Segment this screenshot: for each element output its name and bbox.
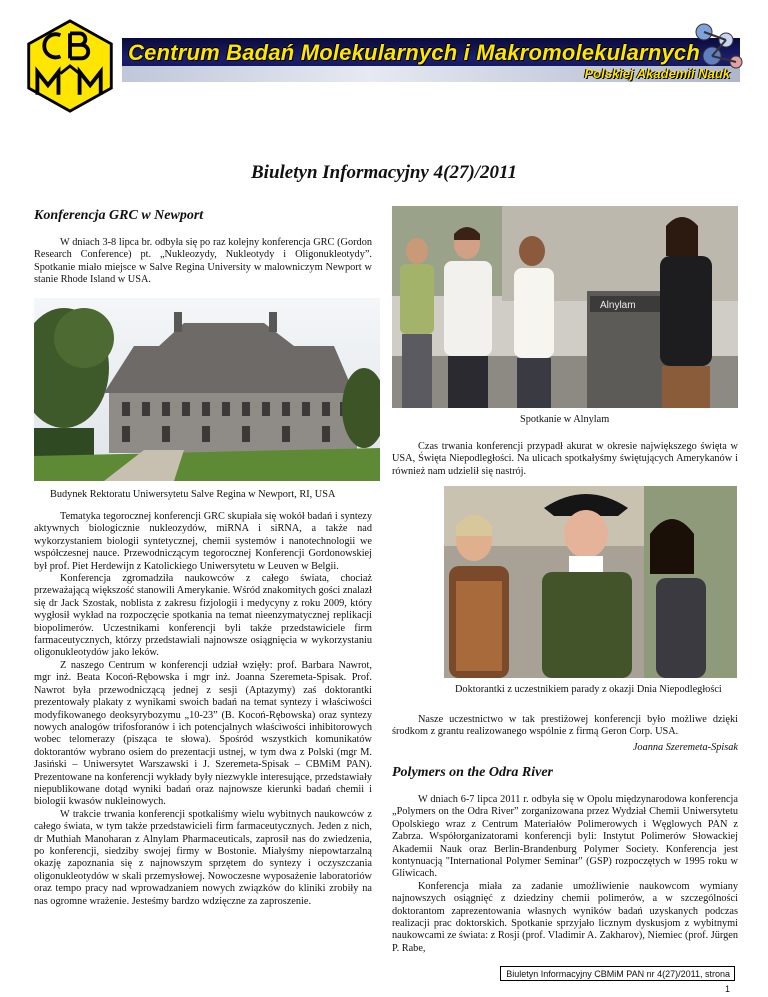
header-title: Centrum Badań Molekularnych i Makromolekularnych: [128, 40, 700, 65]
grc-paragraph: Tematyka tegorocznej konferencji GRC skupiała się wokół badań i syntezy aktywnych biologicznie nukleozydów, miRNA i siRNA, a także nad wykorzystaniem biologii syntetycznej, chemii systemów i nanotechnologii we współczesnej nauce. Przewodniczącym tegorocznej Konferencji Gordonowskiej był prof. Piet Herdewijn z Katolickiego Uniwersytetu w Leuven w Belgii.: [34, 511, 372, 572]
independence-parade-photo: [444, 486, 737, 678]
polymers-body-text: [392, 794, 738, 955]
cbmm-logo: [22, 18, 118, 114]
alnylam-meeting-photo: [392, 206, 738, 408]
grc-paragraph: Konferencja zgromadziła naukowców z całego świata, chociaż przeważającą większość stanowili Amerykanie. Wśród znakomitych gości znalazł się dr Jack Szostak, noblista z zakresu fizjologii i medycyny z roku 2009, który wygłosił wykład na rozpoczęcie spotkania na temat nieenzymatycznej replikacji biopolimerów. Uczestnikami konferencji byli także przedstawiciele firm farmaceutycznych, którzy przedstawiali najnowsze osiągnięcia w wykorzystaniu oligonukleotydów jako leków.: [34, 573, 372, 659]
parade-caption: Doktorantki z uczestnikiem parady z okazji Dnia Niepodległości: [455, 684, 722, 695]
holiday-paragraph: Czas trwania konferencji przypadł akurat w okresie największego święta w USA, Święta Niepodległości. Na ulicach spotkałyśmy świętujących Amerykanów i również nam udzielił się nastrój.: [392, 441, 738, 477]
grc-body-text: [34, 511, 372, 908]
page-footer: Biuletyn Informacyjny CBMiM PAN nr 4(27)/2011, strona 1: [500, 966, 735, 981]
funding-paragraph: Nasze uczestnictwo w tak prestiżowej konferencji było możliwe dzięki środkom z grantu realizowanego wspólnie z firmą Geron Corp. USA.: [392, 714, 738, 738]
section-heading-grc: Konferencja GRC w Newport: [34, 208, 204, 223]
grc-paragraph: Z naszego Centrum w konferencji udział wzięły: prof. Barbara Nawrot, mgr inż. Beata Kocoń-Rębowska i mgr inż. Joanna Szeremeta-Spisak. Prof. Nawrot była przewodniczącą jednej z sesji (Aptazymy) zaś doktorantki prezentowały plakaty z wynikami swoich badań na temat syntezy i właściwości modyfikowanego deoksyrybozymu „10-23” (B. Kocoń-Rębowska) oraz syntezy nowych analogów trifosforanów i ich potencjalnych właściwości inhibitorowych wobec telomerazy (pisząca te słowa). Spośród wszystkich komunikatów doktorantów wybrano osiem do prezentacji ustnej, w tym dwa z Polski (mgr M. Jasiński – Uniwersytet Warszawski i J. Szeremeta-Spisak – CBMiM PAN). Prezentowane na konferencji wykłady były niezwykle interesujące, przedstawiały niepublikowane dotąd wyniki badań oraz najnowsze kierunki badań chemii i biologii kwasów nukleinowych.: [34, 659, 372, 808]
molecule-graphic: [690, 20, 748, 80]
grc-paragraph: W trakcie trwania konferencji spotkaliśmy wielu wybitnych naukowców z całego świata, w tym także przedstawicieli firm farmaceutycznych. Jeden z nich, dr Muthiah Manoharan z Alnylam Pharmaceuticals, zaprosił nas do zwiedzenia, po konferencji, siedziby swojej firmy w Bostonie. Miałyśmy niepowtarzalną okazję zapoznania się z najnowszym sprzętem do syntezy i oczyszczania oligonukleotydów w skali przemysłowej. Nowoczesne wyposażenie laboratoriów oraz tempo pracy nad wprowadzaniem nowych związków do kliniki zrobiły na nas ogromne wrażenie. Jesteśmy bardzo wdzięczne za zaproszenie.: [34, 808, 372, 907]
alnylam-sign: Alnylam: [600, 300, 636, 311]
article-author: Joanna Szeremeta-Spisak: [632, 742, 738, 753]
alnylam-caption: Spotkanie w Alnylam: [520, 414, 610, 425]
grc-intro-paragraph: W dniach 3-8 lipca br. odbyła się po raz kolejny konferencja GRC (Gordon Research Conference) pt. „Nukleozydy, Nukleotydy i Oligonukleotydy”. Spotkanie miało miejsce w Salve Regina University w malowniczym Newport w stanie Rhode Island w USA.: [34, 237, 372, 286]
building-caption: Budynek Rektoratu Uniwersytetu Salve Regina w Newport, RI, USA: [50, 489, 336, 500]
section-heading-polymers: Polymers on the Odra River: [392, 765, 553, 780]
polymers-paragraph: W dniach 6-7 lipca 2011 r. odbyła się w Opolu międzynarodowa konferencja „Polymers on the Odra River” zorganizowana przez Wydział Chemii Uniwersytetu Opolskiego wraz z Centrum Materiałów Polimerowych i Węglowych PAN z Zabrza. Współorganizatorami konferencji byli: Instytut Polimerów Słowackiej Akademii Nauk oraz Berlin-Brandenburg Polymer Society. Konferencja jest kontynuacją "International Polymer Seminar" (GSP) rozpoczętych w 1995 roku w Gliwicach.: [392, 794, 738, 880]
polymers-paragraph: Konferencja miała za zadanie umożliwienie naukowcom wymiany najnowszych osiągnięć z dziedziny chemii polimerów, a w szczególności doktorantom zaprezentowania własnych wyników badań uzyskanych podczas realizacji prac doktorskich. Spotkanie sprzyjało licznym dyskusjom z wybitnymi naukowcami ze świata: z Rosji (prof. Vladimir A. Zakharov), Niemiec (prof. Jürgen P. Rabe,: [392, 880, 738, 954]
header-subtitle: Polskiej Akademii Nauk: [584, 66, 730, 81]
parade-people: [449, 494, 706, 678]
bulletin-title: Biuletyn Informacyjny 4(27)/2011: [251, 162, 517, 183]
salve-regina-building-photo: [34, 298, 380, 481]
